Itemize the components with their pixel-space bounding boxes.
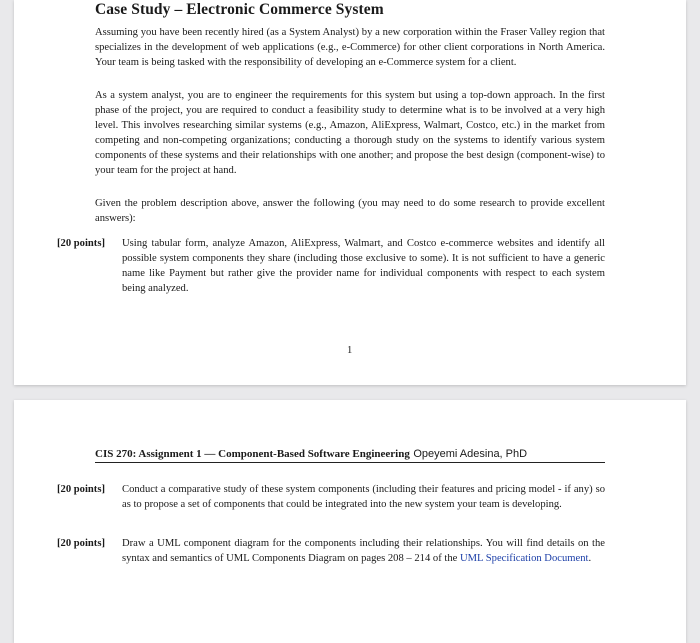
intro-paragraph: Assuming you have been recently hired (as a System Analyst) by a new corporation within the Fraser Valley region that specializes in the development of web applications (e.g., e-Commerce) for other client corporations in North America. Your team is being tasked with the responsibility of developing an e-Commerce system for a client. <box>95 27 605 68</box>
instructions-paragraph: Given the problem description above, answer the following (you may need to do some research to provide excellent answers): <box>95 198 605 224</box>
question-3-body <box>122 536 605 566</box>
question-3-points: [20 points] <box>57 538 105 549</box>
uml-specification-link[interactable]: UML Specification Document <box>459 553 589 564</box>
document-page-2 <box>14 400 686 643</box>
course-header: CIS 270: Assignment 1 — Component-Based Software Engineering <box>95 448 410 460</box>
author-name: Opeyemi Adesina, PhD <box>413 448 528 460</box>
question-3 <box>57 536 605 566</box>
question-2-text: Conduct a comparative study of these system components (including their features and pricing model - if any) so as to propose a set of components that could be integrated into the new system your team is developing. <box>122 484 605 510</box>
question-1-text: Using tabular form, analyze Amazon, AliExpress, Walmart, and Costco e-commerce websites and identify all possible system components they share (including those exclusive to some). It is not sufficient to have a generic name like Payment but rather give the provider name for individual components with respect to each system being analyzed. <box>122 238 605 294</box>
question-1 <box>57 236 605 296</box>
question-1-points: [20 points] <box>57 238 105 249</box>
running-header <box>95 447 605 463</box>
case-study-title: Case Study – Electronic Commerce System <box>95 1 384 18</box>
question-2-points: [20 points] <box>57 484 105 495</box>
question-2 <box>57 482 605 512</box>
document-page-1 <box>14 0 686 385</box>
page-number: 1 <box>347 345 353 356</box>
analyst-paragraph: As a system analyst, you are to engineer the requirements for this system but using a top-down approach. In the first phase of the project, you are required to conduct a feasibility study to determine what is to be involved at a very high level. This involves researching similar systems (e.g., Amazon, AliExpress, Walmart, Costco, etc.) in the market from competing and non-competing organizations; conducting a thorough study on the systems to identify various system components of these systems and their relationships with one another; and propose the best design (component-wise) to your team for the project at hand. <box>95 90 605 176</box>
question-3-text: Draw a UML component diagram for the components including their relationships. You will find details on the syntax and semantics of UML Components Diagram on pages 208 – 214 of the <box>122 538 605 564</box>
question-3-end: . <box>588 553 592 564</box>
